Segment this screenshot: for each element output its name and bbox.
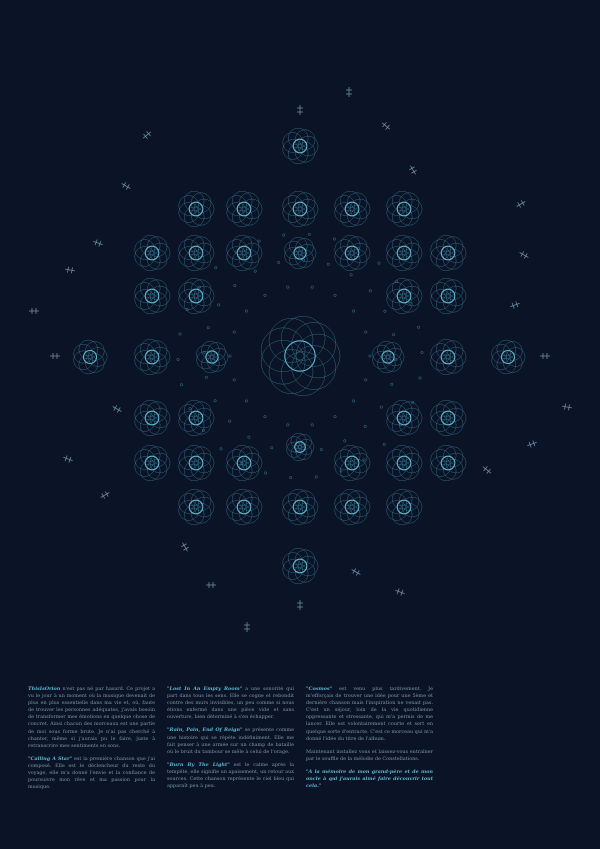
orbit-dot (421, 351, 423, 353)
orbit-dot (395, 280, 397, 282)
orbit-dot (229, 355, 231, 357)
ring (261, 328, 305, 372)
ring-core (397, 246, 411, 260)
ring-core (293, 139, 307, 153)
orbit-dot (308, 233, 310, 235)
paragraph-cosmos (306, 686, 433, 743)
ring-cluster (261, 316, 340, 395)
orbit-dot (258, 240, 260, 242)
star-glyph (65, 266, 76, 274)
star-stroke (409, 167, 414, 170)
ring-core (397, 202, 411, 216)
paragraph-dedication (306, 769, 433, 790)
ring-cluster (387, 445, 422, 481)
star-glyph (515, 199, 527, 209)
ring-core (345, 456, 359, 470)
ring-core (189, 289, 203, 303)
orbit-dot (333, 238, 335, 240)
star-stroke (568, 404, 569, 410)
star-stroke (411, 170, 416, 173)
ring-cluster (387, 489, 422, 525)
ring-cluster (287, 433, 314, 461)
star-glyph (297, 600, 303, 610)
ring-core (502, 351, 515, 364)
star-glyph (518, 250, 530, 260)
ring-core (145, 246, 159, 260)
star-stroke (520, 253, 529, 258)
column-3 (306, 686, 433, 836)
star-stroke (113, 407, 122, 412)
ring-cluster (283, 489, 318, 525)
ring-core (382, 351, 394, 363)
orbit-dot (264, 472, 266, 474)
orbit-dot (327, 263, 329, 265)
star-stroke (356, 570, 359, 575)
orbit-dot (215, 267, 217, 269)
star-glyph (180, 541, 190, 553)
orbit-dot (254, 270, 256, 272)
ring-core (237, 202, 251, 216)
ring-cluster (373, 341, 404, 373)
star-glyph (50, 353, 60, 359)
orbit-dot (205, 376, 207, 378)
star-stroke (68, 267, 69, 273)
ring-core (294, 247, 306, 259)
orbit-dot (220, 448, 222, 450)
ring-cluster (387, 278, 422, 314)
orbit-dot (350, 274, 352, 276)
ring-core (145, 456, 159, 470)
star-stroke (353, 568, 356, 573)
ring-core (189, 246, 203, 260)
ring-core (237, 246, 251, 260)
column-2 (167, 686, 294, 836)
ring-cluster (431, 339, 466, 375)
star-stroke (63, 457, 72, 460)
ring-cluster (179, 489, 214, 525)
star-stroke (565, 404, 566, 410)
ring-core (145, 350, 159, 364)
star-glyph (244, 622, 250, 632)
orbit-dot (290, 476, 292, 478)
orbit-dot (380, 406, 382, 408)
star-glyph (380, 120, 392, 131)
orbit-dot (383, 443, 385, 445)
orbit-dot (228, 420, 230, 422)
body-text: est venu plus tardivement. Je m'efforçais de trouver une idée pour une 5ème et dernière chanson mais l'inspiration ne venait pas. C'est un séjour, loin de la vie quotidienne oppressante et stressante, qui m'a permis de me lancer. Elle est volontairement courte et sert en quelque sorte d'entracte. C'est ce morceau qui m'a donné l'idée du titre de l'album. (306, 686, 433, 742)
orbit-dot (248, 436, 250, 438)
paragraph-burn-by-the-light (167, 762, 294, 790)
star-glyph (92, 238, 103, 247)
star-stroke (395, 590, 404, 593)
ring-cluster (135, 278, 170, 314)
ring-cluster (135, 235, 170, 271)
ring-cluster (283, 128, 318, 164)
ring-cluster (179, 191, 214, 227)
lead-text: "Lost In An Empty Room" (167, 686, 243, 692)
star-glyph (120, 181, 132, 191)
orbit-dot (315, 476, 317, 478)
orbit-dot (352, 310, 354, 312)
star-stroke (510, 303, 519, 306)
orbit-dot (320, 448, 322, 450)
paragraph-lost-in-an-empty-room (167, 686, 294, 721)
ring-cluster (179, 400, 214, 436)
body-text: se présente comme une histoire qui se répète indéfiniment. Elle me fait penser à une armée sur un champ de bataille où le bruit du tambour se mêle à celui de l'orage. (167, 727, 294, 755)
ring-core (441, 246, 455, 260)
ring-cluster (431, 278, 466, 314)
orbit-dot (311, 286, 313, 288)
orbit-dot (417, 326, 419, 328)
ring-cluster (335, 191, 370, 227)
ring-cluster (135, 400, 170, 436)
text-columns (28, 686, 572, 836)
dedication-text: "A la mémoire de mon grand-père et de mon oncle à qui j'aurais aimé faire découvrir tout cela." (306, 768, 433, 790)
star-glyph (62, 454, 73, 463)
orbit-dot (283, 234, 285, 236)
ring-core (189, 411, 203, 425)
orbit-dot (264, 415, 266, 417)
star-stroke (562, 406, 572, 408)
star-glyph (350, 567, 362, 577)
column-1 (28, 686, 155, 836)
star-stroke (93, 241, 102, 244)
ring-cluster (431, 400, 466, 436)
ring-cluster (179, 445, 214, 481)
ring-cluster (283, 191, 318, 227)
star-stroke (521, 200, 524, 205)
star-stroke (521, 251, 524, 256)
ring-cluster (179, 278, 214, 314)
star-glyph (99, 490, 111, 500)
lead-text: "Burn By The Light" (167, 761, 230, 768)
ring-cluster (387, 400, 422, 436)
ring-core (237, 500, 251, 514)
star-glyph (141, 129, 153, 140)
orbit-dot (189, 408, 191, 410)
ring-core (441, 289, 455, 303)
ring-cluster (135, 339, 170, 375)
ring-core (441, 411, 455, 425)
ring-cluster (197, 341, 228, 373)
orbit-dot (392, 334, 394, 336)
star-glyph (297, 105, 303, 115)
ring-core (345, 202, 359, 216)
star-stroke (183, 543, 188, 552)
orbit-dot (287, 424, 289, 426)
star-stroke (352, 570, 361, 575)
orbit-dot (233, 331, 235, 333)
paragraph-calling-a-star (28, 756, 155, 791)
star-glyph (509, 300, 520, 309)
orbit-dot (287, 286, 289, 288)
ring-core (189, 456, 203, 470)
orbit-dot (365, 379, 367, 381)
orbit-dot (364, 425, 366, 427)
orbit-dot (245, 400, 247, 402)
ring-cluster (74, 340, 107, 374)
ring-core (189, 202, 203, 216)
orbit-dot (384, 310, 386, 312)
star-glyph (408, 164, 418, 176)
body-text: est le calme après la tempête, elle signifie un apaisement, un retour aux sources. Cette chanson représente le ciel bleu qui apparaît peu à peu. (167, 761, 294, 790)
star-stroke (524, 253, 527, 258)
orbit-dot (264, 294, 266, 296)
ring-core (293, 500, 307, 514)
lead-text: "Rain, Pain, End Of Reign" (167, 727, 243, 734)
orbit-dot (363, 459, 365, 461)
ring-core (145, 289, 159, 303)
star-stroke (122, 184, 131, 189)
ring-core (293, 559, 307, 573)
star-glyph (206, 582, 216, 588)
star-glyph (394, 587, 405, 596)
star-stroke (126, 184, 129, 189)
lead-text: "Calling A Star" (28, 755, 73, 762)
star-glyph (29, 308, 39, 314)
body-text: n'est pas né par hasard. Ce projet a vu le jour à un moment où la musique devenait de plus en plus essentielle dans ma vie et, où, faute de trouver les personnes adéquates, j'avais besoin de transformer mes émotions en quelque chose de concret. Ainsi chacun des morceaux est une partie de moi sous forme brute. Je n'ai pas cherché à chanter, même si j'aurais pu le faire, juste à retranscrire mes sentiments en sons. (28, 686, 155, 749)
orbit-dot (207, 326, 209, 328)
body-text: est la première chanson que j'ai composé. Elle est le déclencheur du reste du voyage, elle m'a donné l'envie et la confiance de poursuivre mon rêve et ma passion pour la musique. (28, 755, 155, 791)
star-stroke (102, 493, 105, 498)
ring-core (285, 341, 315, 371)
star-stroke (65, 269, 75, 271)
star-stroke (114, 405, 117, 410)
star-glyph (111, 404, 123, 414)
ring-core (397, 500, 411, 514)
star-stroke (527, 442, 536, 445)
orbit-dot (369, 290, 371, 292)
orbit-dot (234, 284, 236, 286)
ring-cluster (335, 235, 370, 271)
star-stroke (518, 202, 521, 207)
star-stroke (105, 491, 108, 496)
ring-core (397, 289, 411, 303)
ring-cluster (431, 445, 466, 481)
ring-core (397, 456, 411, 470)
lead-text: ThisIsOrion (28, 686, 61, 692)
orbit-dot (378, 262, 380, 264)
star-stroke (117, 407, 120, 412)
orbit-dot (233, 379, 235, 381)
orbit-dot (177, 358, 179, 360)
star-glyph (562, 403, 573, 411)
ring-core (293, 202, 307, 216)
orbit-dot (311, 424, 313, 426)
star-glyph (481, 464, 493, 475)
ring-core (397, 411, 411, 425)
star-stroke (411, 166, 416, 175)
body-text: a une sonorité qui part dans tous les sens. Elle se cogne et rebondit contre des murs invisibles, un peu comme si nous étions enfermé dans une pièce vide et sans ouverture, bien déterminé à s'en échapper. (167, 686, 295, 721)
star-glyph (526, 439, 537, 448)
ring-cluster (285, 237, 316, 269)
star-stroke (123, 182, 126, 187)
orbit-dot (369, 355, 371, 357)
ring-cluster (179, 235, 214, 271)
ring-cluster (283, 548, 318, 584)
ring-cluster (227, 235, 262, 271)
ring-core (206, 351, 218, 363)
ring-cluster (227, 191, 262, 227)
star-glyph (346, 87, 352, 97)
ring-cluster (227, 489, 262, 525)
paragraph-maintenant (306, 749, 433, 763)
orbit-dot (409, 302, 411, 304)
orbit-dot (419, 377, 421, 379)
ring-cluster (227, 445, 262, 481)
star-stroke (517, 202, 526, 207)
body-text: Maintenant installez vous et laissez-vous entraîner par le souffle de la mélodie de Constellations. (306, 748, 433, 762)
orbit-dot (180, 384, 182, 386)
ring-core (84, 351, 97, 364)
ring-cluster (387, 235, 422, 271)
ring-core (345, 500, 359, 514)
orbit-dot (245, 310, 247, 312)
orbit-dot (391, 383, 393, 385)
orbit-dot (270, 447, 272, 449)
ring-cluster (492, 340, 525, 374)
paragraph-rain-pain (167, 727, 294, 755)
orbit-dot (352, 400, 354, 402)
lead-text: "Cosmos" (306, 686, 333, 692)
orbit-dot (186, 308, 188, 310)
star-glyph (540, 353, 550, 359)
orbit-dot (214, 400, 216, 402)
orbit-dot (179, 333, 181, 335)
ring (261, 340, 305, 384)
star-stroke (71, 267, 72, 273)
star-stroke (101, 493, 110, 498)
ring-core (189, 500, 203, 514)
orbit-dot (334, 415, 336, 417)
ring-cluster (387, 191, 422, 227)
ring-core (237, 456, 251, 470)
orbit-dot (218, 304, 220, 306)
paragraph-thisisorion (28, 686, 155, 750)
ring-cluster (431, 235, 466, 271)
star-stroke (181, 544, 186, 547)
ring-core (441, 350, 455, 364)
orbit-dot (344, 440, 346, 442)
ring-cluster (135, 445, 170, 481)
orbit-dot (334, 294, 336, 296)
ring-cluster (335, 445, 370, 481)
orbit-dot (278, 261, 280, 263)
ring-core (441, 456, 455, 470)
star-stroke (183, 547, 188, 550)
ring-cluster (335, 489, 370, 525)
orbit-dot (365, 331, 367, 333)
ring-core (145, 411, 159, 425)
